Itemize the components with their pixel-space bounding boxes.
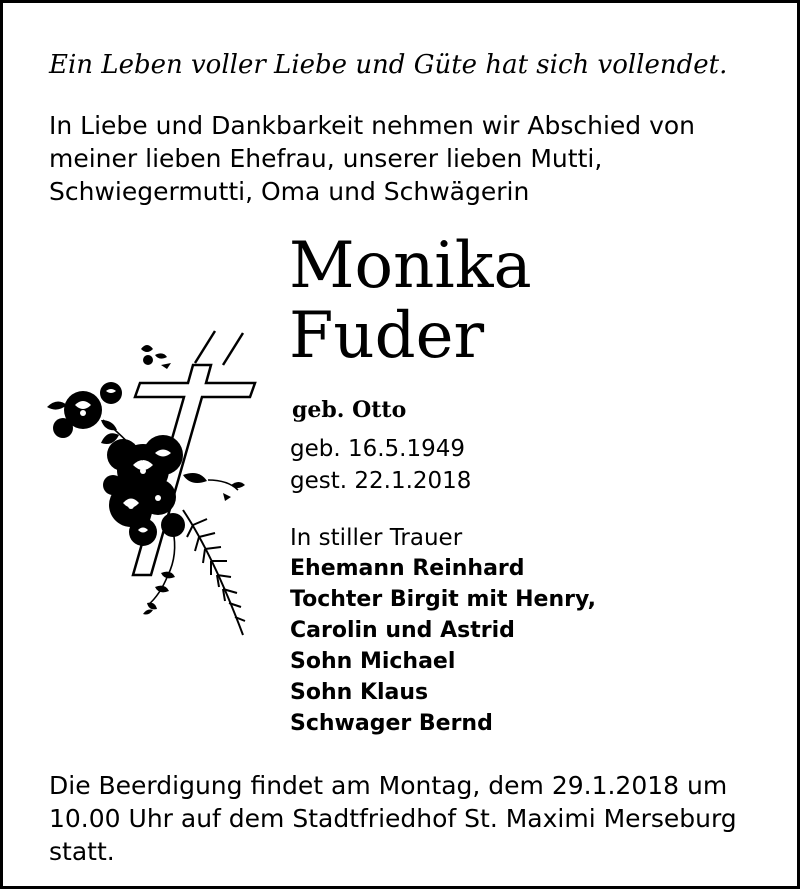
birth-name: geb. Otto — [292, 397, 407, 423]
death-date: gest. 22.1.2018 — [290, 468, 472, 494]
first-name: Monika — [289, 229, 532, 303]
birth-date: geb. 16.5.1949 — [290, 436, 466, 462]
life-dates — [290, 433, 471, 497]
mourner-item: Sohn Michael — [290, 649, 456, 674]
mourner-item: Sohn Klaus — [290, 680, 429, 705]
funeral-line: statt. — [49, 837, 115, 866]
last-name: Fuder — [289, 299, 485, 373]
motto-line: Ein Leben voller Liebe und Güte hat sich vollendet. — [49, 50, 728, 80]
intro-line: Schwiegermutti, Oma und Schwägerin — [49, 177, 530, 206]
intro-text — [49, 109, 695, 208]
mourners-block — [290, 523, 596, 739]
mourner-item: Tochter Birgit mit Henry, — [290, 587, 596, 612]
deceased-name — [289, 231, 532, 371]
intro-line: In Liebe und Dankbarkeit nehmen wir Abschied von — [49, 111, 696, 140]
intro-line: meiner lieben Ehefrau, unserer lieben Mutti, — [49, 144, 603, 173]
cross-with-roses-icon — [43, 325, 268, 645]
funeral-line: Die Beerdigung findet am Montag, dem 29.1.2018 um — [49, 771, 728, 800]
mourning-label: In stiller Trauer — [290, 525, 463, 551]
mourner-item: Schwager Bernd — [290, 711, 493, 736]
mourner-item: Carolin und Astrid — [290, 618, 515, 643]
mourner-item: Ehemann Reinhard — [290, 556, 525, 581]
funeral-info — [49, 769, 737, 868]
funeral-line: 10.00 Uhr auf dem Stadtfriedhof St. Maximi Merseburg — [49, 804, 737, 833]
